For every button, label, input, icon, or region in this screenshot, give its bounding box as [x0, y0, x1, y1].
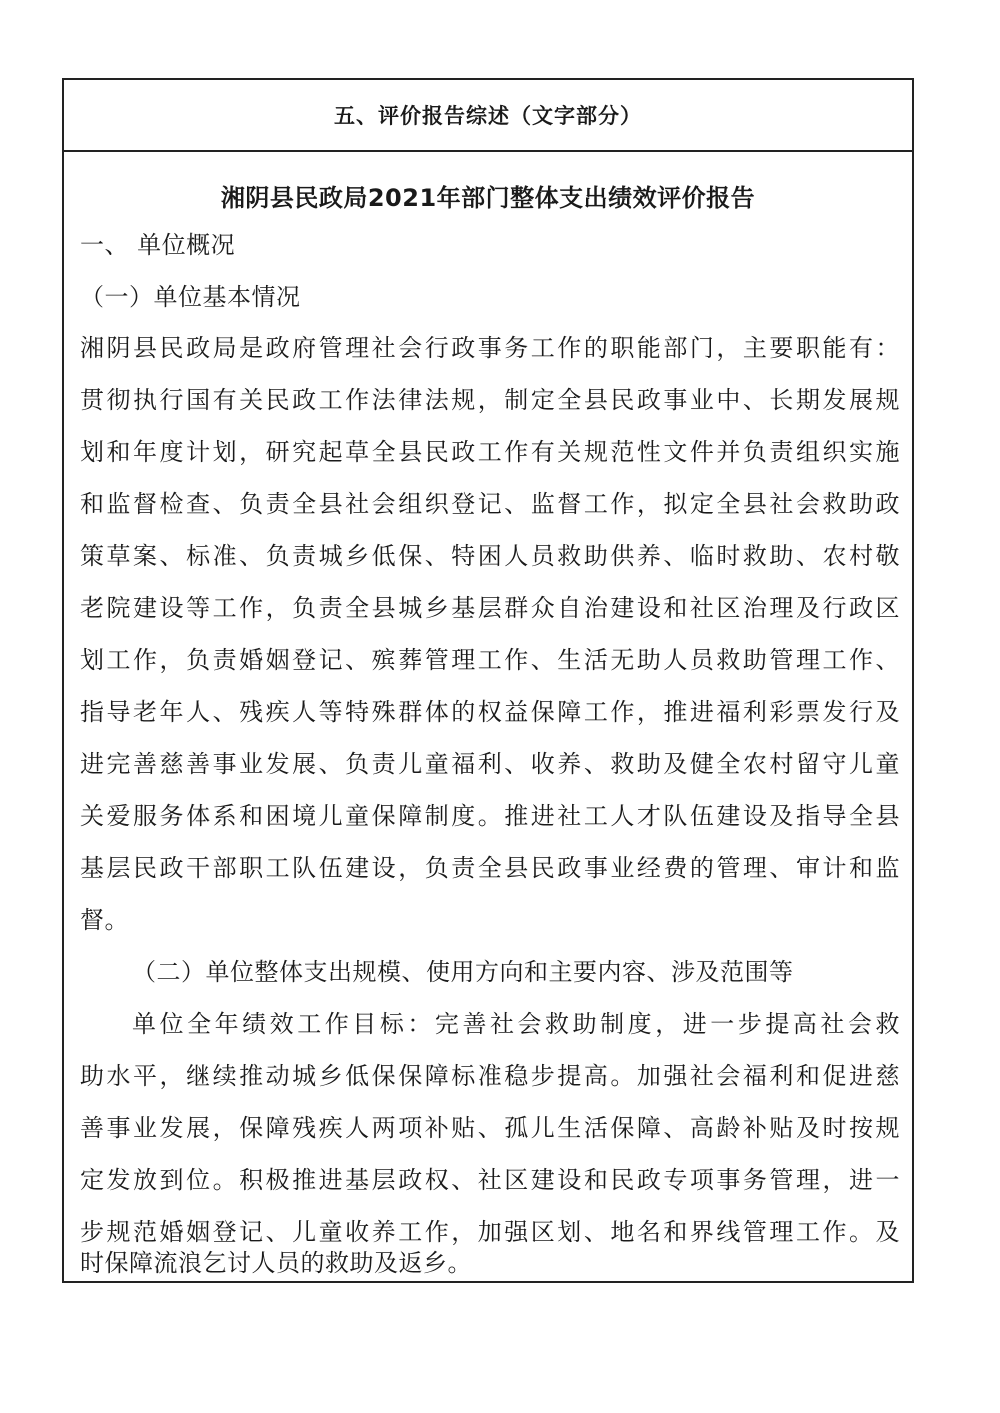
paragraph-line: 湘阴县民政局是政府管理社会行政事务工作的职能部门，主要职能有：	[80, 334, 900, 362]
paragraph-line: 策草案、标准、负责城乡低保、特困人员救助供养、临时救助、农村敬	[80, 542, 900, 570]
paragraph-line: 关爱服务体系和困境儿童保障制度。推进社工人才队伍建设及指导全县	[80, 802, 900, 830]
paragraph-line: 划工作，负责婚姻登记、殡葬管理工作、生活无助人员救助管理工作、	[80, 646, 900, 674]
paragraph-line: 步规范婚姻登记、儿童收养工作，加强区划、地名和界线管理工作。及	[80, 1218, 900, 1246]
paragraph-line: 划和年度计划，研究起草全县民政工作有关规范性文件并负责组织实施	[80, 438, 900, 466]
paragraph-line: 基层民政干部职工队伍建设，负责全县民政事业经费的管理、审计和监	[80, 854, 900, 882]
paragraph-line: 督。	[80, 906, 129, 934]
paragraph-line: 时保障流浪乞讨人员的救助及返乡。	[80, 1249, 472, 1277]
paragraph-line: 和监督检查、负责全县社会组织登记、监督工作，拟定全县社会救助政	[80, 490, 900, 518]
paragraph-line: 进完善慈善事业发展、负责儿童福利、收养、救助及健全农村留守儿童	[80, 750, 900, 778]
paragraph-line: 指导老年人、残疾人等特殊群体的权益保障工作，推进福利彩票发行及	[80, 698, 900, 726]
heading-unit-overview: 一、 单位概况	[80, 231, 236, 259]
paragraph-line: 老院建设等工作，负责全县城乡基层群众自治建设和社区治理及行政区	[80, 594, 900, 622]
paragraph-line: 单位全年绩效工作目标：完善社会救助制度，进一步提高社会救	[132, 1010, 900, 1038]
paragraph-line: 贯彻执行国有关民政工作法律法规，制定全县民政事业中、长期发展规	[80, 386, 900, 414]
document-title: 湘阴县民政局2021年部门整体支出绩效评价报告	[220, 184, 756, 212]
section-header: 五、评价报告综述（文字部分）	[64, 80, 912, 152]
heading-basic-info: （一）单位基本情况	[80, 283, 301, 311]
paragraph-line: 助水平，继续推动城乡低保保障标准稳步提高。加强社会福利和促进慈	[80, 1062, 900, 1090]
report-frame	[62, 78, 914, 1283]
heading-expenditure-scope: （二）单位整体支出规模、使用方向和主要内容、涉及范围等	[132, 958, 794, 986]
paragraph-line: 定发放到位。积极推进基层政权、社区建设和民政专项事务管理，进一	[80, 1166, 900, 1194]
paragraph-line: 善事业发展，保障残疾人两项补贴、孤儿生活保障、高龄补贴及时按规	[80, 1114, 900, 1142]
